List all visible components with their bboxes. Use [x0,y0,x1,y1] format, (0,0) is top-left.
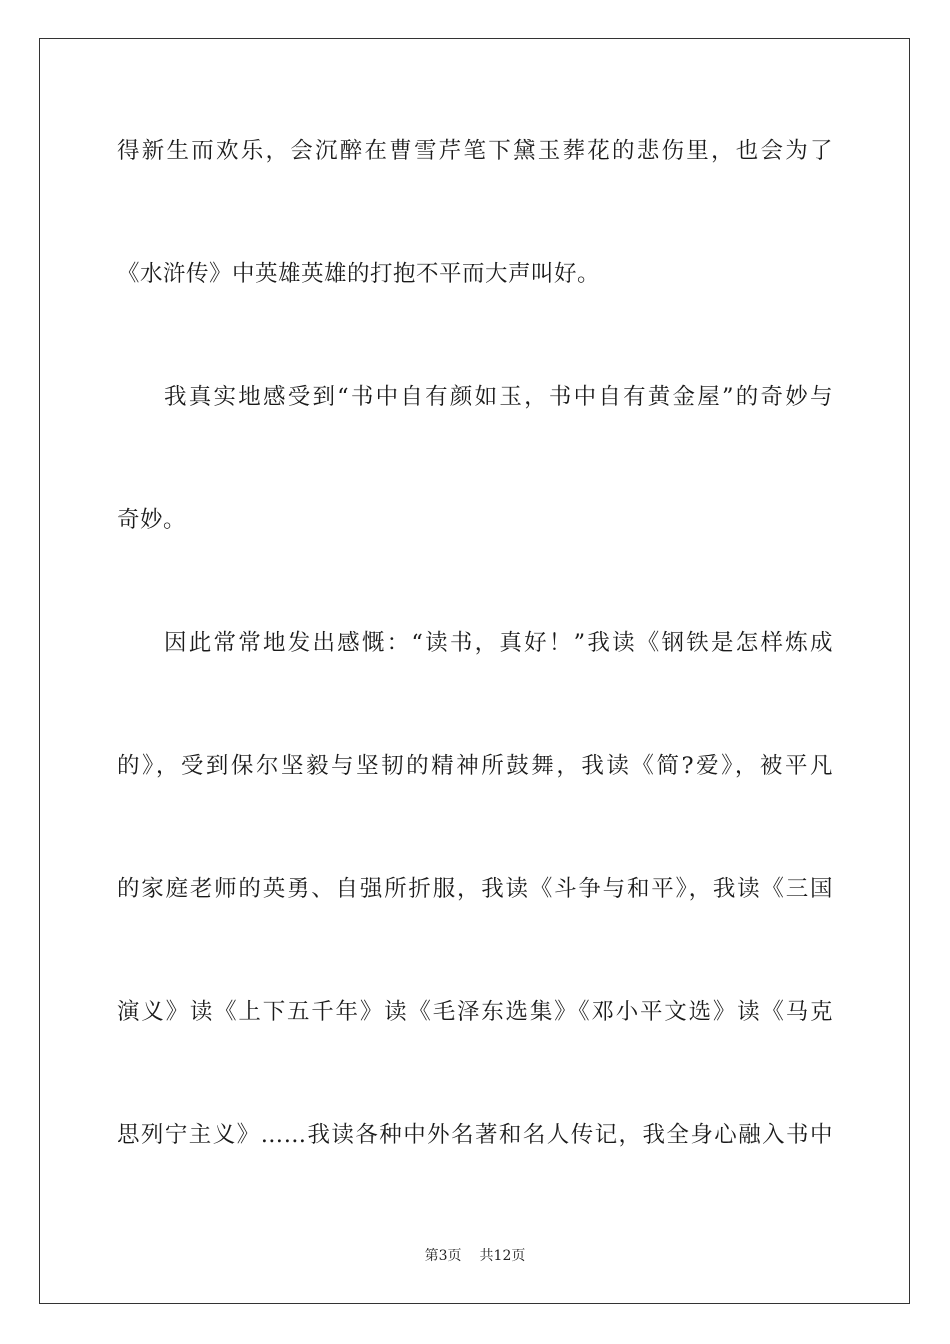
body-text-line-2: 《水浒传》中英雄英雄的打抱不平而大声叫好。 [117,261,601,287]
body-text-line-8: 演义》读《上下五千年》读《毛泽东选集》《邓小平文选》读《马克 [117,999,833,1025]
page-footer [0,1247,950,1265]
page-number: 第3页 [424,1248,462,1264]
body-text-line-6: 的》，受到保尔坚毅与坚韧的精神所鼓舞，我读《简?爱》，被平凡 [117,753,833,779]
body-text-line-7: 的家庭老师的英勇、自强所折服，我读《斗争与和平》，我读《三国 [117,876,833,902]
page-border [39,38,910,1304]
body-text-line-3: 我真实地感受到“书中自有颜如玉，书中自有黄金屋”的奇妙与 [164,384,833,410]
page-total: 共12页 [479,1248,526,1264]
body-text-line-9: 思列宁主义》……我读各种中外名著和名人传记，我全身心融入书中 [117,1122,833,1148]
body-text-line-4: 奇妙。 [117,507,187,533]
body-text-line-1: 得新生而欢乐，会沉醉在曹雪芹笔下黛玉葬花的悲伤里，也会为了 [117,138,833,164]
body-text-line-5: 因此常常地发出感慨：“读书，真好！”我读《钢铁是怎样炼成 [164,630,833,656]
